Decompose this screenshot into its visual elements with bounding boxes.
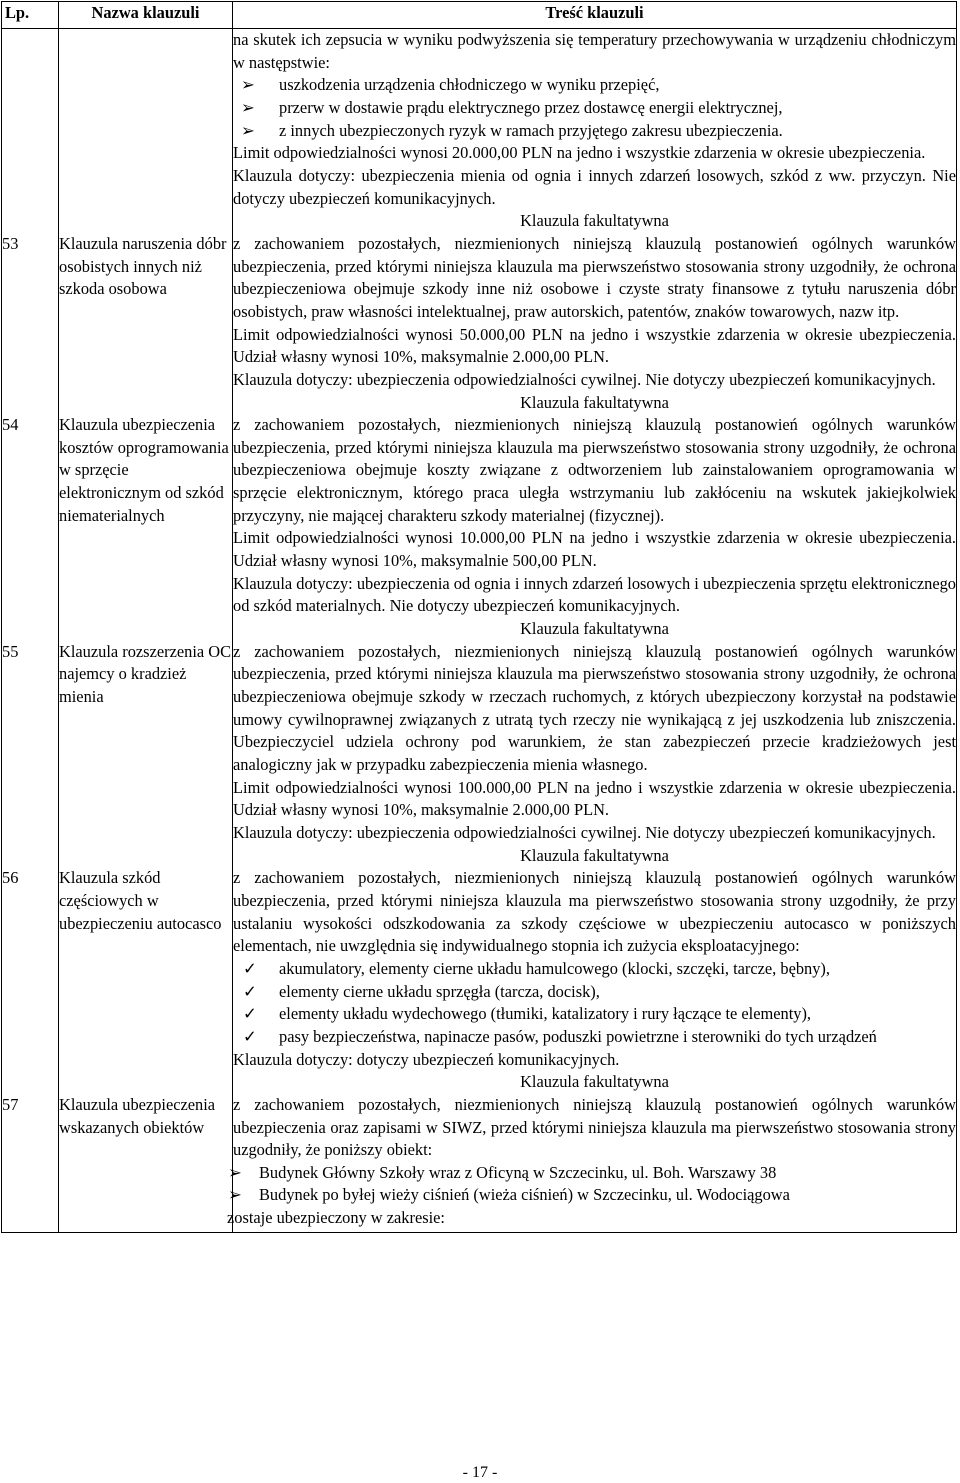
list-item: ➢ z innych ubezpieczonych ryzyk w ramach przyjętego zakresu ubezpieczenia. — [233, 120, 956, 143]
arrow-bullet-icon: ➢ — [241, 75, 255, 95]
clause-content-continued — [233, 29, 957, 233]
clause-content — [233, 867, 957, 1094]
header-content: Treść klauzuli — [233, 2, 957, 29]
table-header-row — [2, 2, 957, 29]
clause-limit: Limit odpowiedzialności wynosi 50.000,00 PLN na jedno i wszystkie zdarzenia w okresie ubezpieczenia. Udział własny wynosi 10%, maksymalnie 2.000,00 PLN. — [233, 324, 956, 367]
clause-name: Klauzula rozszerzenia OC najemcy o kradzież mienia — [59, 641, 233, 868]
table-row — [2, 233, 957, 414]
arrow-bullet-icon: ➢ — [241, 120, 255, 140]
table-row — [2, 414, 957, 641]
clause-body: z zachowaniem pozostałych, niezmienionych niniejszą klauzulą postanowień ogólnych warunków ubezpieczenia, przed którymi niniejsza klauzula ma pierwszeństwo stosowania strony uzgodniły, że przy ustalaniu wysokości odszkodowania za szkody częściowe w ubezpieczeniu autocasco w poniższych elementach, nie uwzględnia się indywidualnego stopnia ich zużycia eksploatacyjnego: — [233, 868, 956, 956]
clause-dotyczy: Klauzula dotyczy: dotyczy ubezpieczeń komunikacyjnych. — [233, 1049, 620, 1069]
table-row-continued — [2, 29, 957, 233]
continued-limit: Limit odpowiedzialności wynosi 20.000,00 PLN na jedno i wszystkie zdarzenia w okresie ubezpieczenia. — [233, 143, 926, 163]
header-lp: Lp. — [2, 2, 59, 29]
clause-number: 56 — [2, 867, 59, 1094]
list-item: ➢ przerw w dostawie prądu elektrycznego przez dostawcę energii elektrycznej, — [233, 97, 956, 120]
checkmark-icon: ✓ — [243, 958, 257, 978]
clause-type-label: Klauzula fakultatywna — [520, 211, 669, 231]
list-item: ✓ elementy układu wydechowego (tłumiki, katalizatory i rury łączące te elementy), — [233, 1003, 956, 1026]
list-item: ➢ Budynek po byłej wieży ciśnień (wieża ciśnień) w Szczecinku, ul. Wodociągowa — [225, 1184, 956, 1207]
clause-number: 57 — [2, 1094, 59, 1232]
checkmark-icon: ✓ — [243, 1004, 257, 1024]
clause-body: z zachowaniem pozostałych, niezmienionych niniejszą klauzulą postanowień ogólnych warunków ubezpieczenia, przed którymi niniejsza klauzula ma pierwszeństwo stosowania strony uzgodniły, że ochrona ubezpieczeniowa obejmuje szkody w rzeczach ruchomych, z których ubezpieczony korzystał na podstawie umowy cywilnoprawnej związanych z utratą tych rzeczy nie wynikającą z jej uszkodzenia lub zniszczenia. Ubezpieczyciel udziela ochrony pod warunkiem, że stan zabezpieczeń przecie kradzieżowych jest analogiczny jak w przypadku zabezpieczenia mienia własnego. — [233, 641, 956, 774]
clause-type-label: Klauzula fakultatywna — [520, 619, 669, 639]
table-row — [2, 641, 957, 868]
clause-body: z zachowaniem pozostałych, niezmienionych niniejszą klauzulą postanowień ogólnych warunków ubezpieczenia, przed którymi niniejsza klauzula ma pierwszeństwo stosowania strony uzgodniły, że ochrona ubezpieczeniowa obejmuje koszty związane z odtworzeniem lub zainstalowaniem oprogramowania w sprzęcie elektronicznym, którego praca uległa wstrzymaniu lub zakłóceniu na wskutek jakiejkolwiek przyczyny, nie mającej charakteru szkody materialnej (fizycznej). — [233, 415, 956, 525]
continued-dotyczy: Klauzula dotyczy: ubezpieczenia mienia od ognia i innych zdarzeń losowych, szkód z ww. przyczyn. Nie dotyczy ubezpieczeń komunikacyjnych. — [233, 165, 956, 208]
clause-number: 53 — [2, 233, 59, 414]
arrow-bullet-icon: ➢ — [228, 1162, 242, 1182]
clause-name: Klauzula naruszenia dóbr osobistych innych niż szkoda osobowa — [59, 233, 233, 414]
table-row — [2, 867, 957, 1094]
clause-type-label: Klauzula fakultatywna — [520, 1072, 669, 1092]
clause-content — [233, 641, 957, 868]
page-number: - 17 - — [462, 1464, 498, 1481]
clause-content — [233, 414, 957, 641]
clause-number: 55 — [2, 641, 59, 868]
clause-name: Klauzula szkód częściowych w ubezpieczeniu autocasco — [59, 867, 233, 1094]
clause-limit: Limit odpowiedzialności wynosi 100.000,00 PLN na jedno i wszystkie zdarzenia w okresie ubezpieczenia. Udział własny wynosi 10%, maksymalnie 2.000,00 PLN. — [233, 777, 956, 820]
list-item: ✓ akumulatory, elementy cierne układu hamulcowego (klocki, szczęki, tarcze, bębny), — [233, 958, 956, 981]
clause-limit: Limit odpowiedzialności wynosi 10.000,00 PLN na jedno i wszystkie zdarzenia w okresie ubezpieczenia. Udział własny wynosi 10%, maksymalnie 500,00 PLN. — [233, 528, 956, 571]
clause-dotyczy: Klauzula dotyczy: ubezpieczenia odpowiedzialności cywilnej. Nie dotyczy ubezpieczeń komunikacyjnych. — [233, 822, 936, 842]
arrow-bullet-icon: ➢ — [228, 1185, 242, 1205]
clause-body: z zachowaniem pozostałych, niezmienionych niniejszą klauzulą postanowień ogólnych warunków ubezpieczenia, przed którymi niniejsza klauzula ma pierwszeństwo stosowania strony uzgodniły, że ochrona ubezpieczeniowa obejmuje szkody inne niż osobowe i czyste straty finansowe z tytułu naruszenia dóbr osobistych, praw własności intelektualnej, praw autorskich, patentów, znaków towarowych, nazw itp. — [233, 233, 956, 321]
clauses-table — [1, 1, 957, 1233]
table-row — [2, 1094, 957, 1232]
list-item: ✓ elementy cierne układu sprzęgła (tarcza, docisk), — [233, 981, 956, 1004]
clause-body: z zachowaniem pozostałych, niezmienionych niniejszą klauzulą postanowień ogólnych warunków ubezpieczenia oraz zapisami w SIWZ, przed którymi niniejsza klauzula ma pierwszeństwo stosowania strony uzgodniły, że poniższy obiekt: — [233, 1094, 956, 1160]
clause-dotyczy: Klauzula dotyczy: ubezpieczenia odpowiedzialności cywilnej. Nie dotyczy ubezpieczeń komunikacyjnych. — [233, 369, 936, 389]
list-item: ✓ pasy bezpieczeństwa, napinacze pasów, poduszki powietrzne i sterowniki do tych urządzeń — [233, 1026, 956, 1049]
continued-intro: na skutek ich zepsucia w wyniku podwyższenia się temperatury przechowywania w urządzeniu chłodniczym w następstwie: — [233, 30, 956, 72]
list-item: ➢ Budynek Główny Szkoły wraz z Oficyną w Szczecinku, ul. Boh. Warszawy 38 — [225, 1162, 956, 1185]
list-item: ➢ uszkodzenia urządzenia chłodniczego w wyniku przepięć, — [233, 74, 956, 97]
clause-number: 54 — [2, 414, 59, 641]
clause-type-label: Klauzula fakultatywna — [520, 392, 669, 412]
clause-content — [227, 1094, 957, 1232]
clause-name: Klauzula ubezpieczenia kosztów oprogramowania w sprzęcie elektronicznym od szkód niematerialnych — [59, 414, 233, 641]
checkmark-icon: ✓ — [243, 1026, 257, 1046]
checkmark-icon: ✓ — [243, 981, 257, 1001]
arrow-bullet-icon: ➢ — [241, 97, 255, 117]
clause-type-label: Klauzula fakultatywna — [520, 845, 669, 865]
clause-content — [233, 233, 957, 414]
clause-dotyczy: Klauzula dotyczy: ubezpieczenia od ognia i innych zdarzeń losowych i ubezpieczenia sprzętu elektronicznego od szkód materialnych. Nie dotyczy ubezpieczeń komunikacyjnych. — [233, 573, 956, 616]
clause-tail: zostaje ubezpieczony w zakresie: — [227, 1208, 445, 1228]
header-name: Nazwa klauzuli — [59, 2, 233, 29]
clause-name: Klauzula ubezpieczenia wskazanych obiektów — [59, 1094, 233, 1232]
